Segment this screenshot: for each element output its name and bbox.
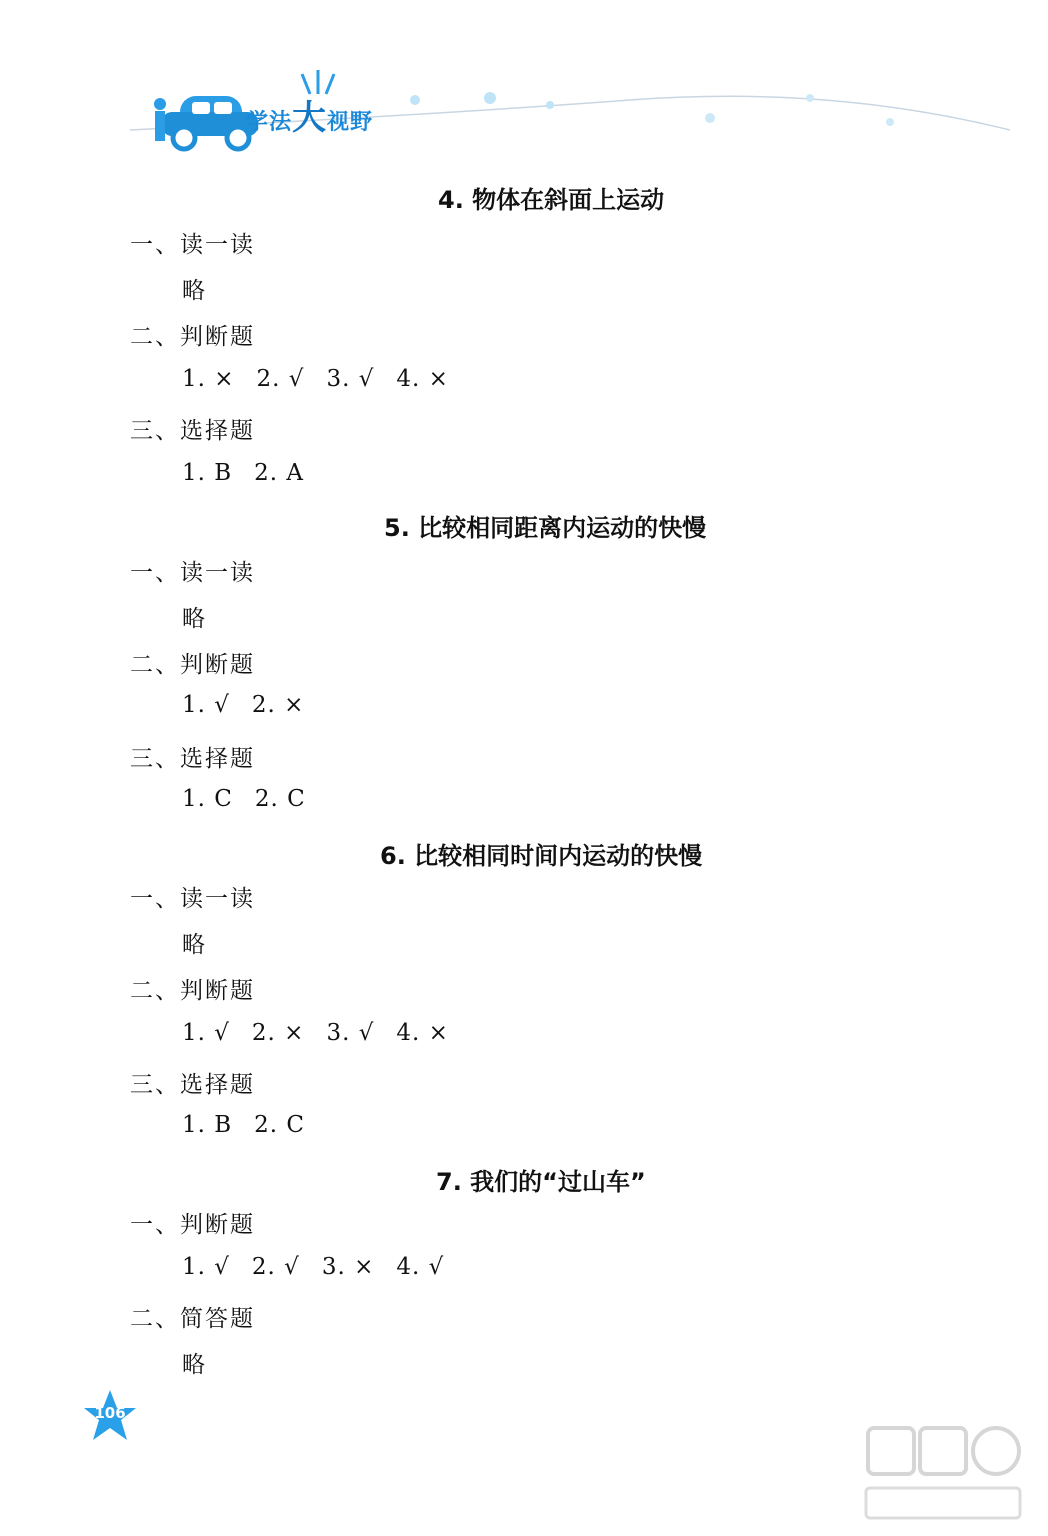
part-heading: 二、判断题 [130, 978, 255, 1004]
sun-rays-icon [288, 66, 348, 96]
part-answer: 1. √ 2. × 3. √ 4. × [182, 1020, 449, 1046]
part-heading: 三、选择题 [130, 1072, 255, 1098]
part-heading: 一、读一读 [130, 886, 255, 912]
section-title: 4. 物体在斜面上运动 [438, 186, 665, 214]
part-heading: 二、判断题 [130, 652, 255, 678]
header-logo-text: 学法大视野 [246, 98, 374, 138]
part-answer: 1. √ 2. √ 3. × 4. √ [182, 1254, 445, 1280]
part-answer: 略 [182, 278, 206, 304]
part-answer: 1. B 2. A [182, 460, 305, 486]
watermark-logo-icon [858, 1418, 1028, 1528]
part-heading: 一、读一读 [130, 560, 255, 586]
part-answer: 略 [182, 1352, 206, 1378]
part-answer: 略 [182, 606, 206, 632]
part-heading: 三、选择题 [130, 418, 255, 444]
part-answer: 1. B 2. C [182, 1112, 306, 1138]
part-heading: 二、简答题 [130, 1306, 255, 1332]
part-answer: 1. √ 2. × [182, 692, 305, 718]
page-number: 106 [94, 1404, 126, 1422]
section-title: 5. 比较相同距离内运动的快慢 [384, 514, 707, 542]
part-answer: 1. × 2. √ 3. √ 4. × [182, 366, 449, 392]
section-title: 7. 我们的“过山车” [436, 1168, 646, 1196]
part-answer: 1. C 2. C [182, 786, 306, 812]
page-number-badge [82, 1388, 138, 1444]
part-heading: 三、选择题 [130, 746, 255, 772]
part-heading: 二、判断题 [130, 324, 255, 350]
part-answer: 略 [182, 932, 206, 958]
page-header [130, 60, 1010, 160]
part-heading: 一、读一读 [130, 232, 255, 258]
part-heading: 一、判断题 [130, 1212, 255, 1238]
section-title: 6. 比较相同时间内运动的快慢 [380, 842, 703, 870]
